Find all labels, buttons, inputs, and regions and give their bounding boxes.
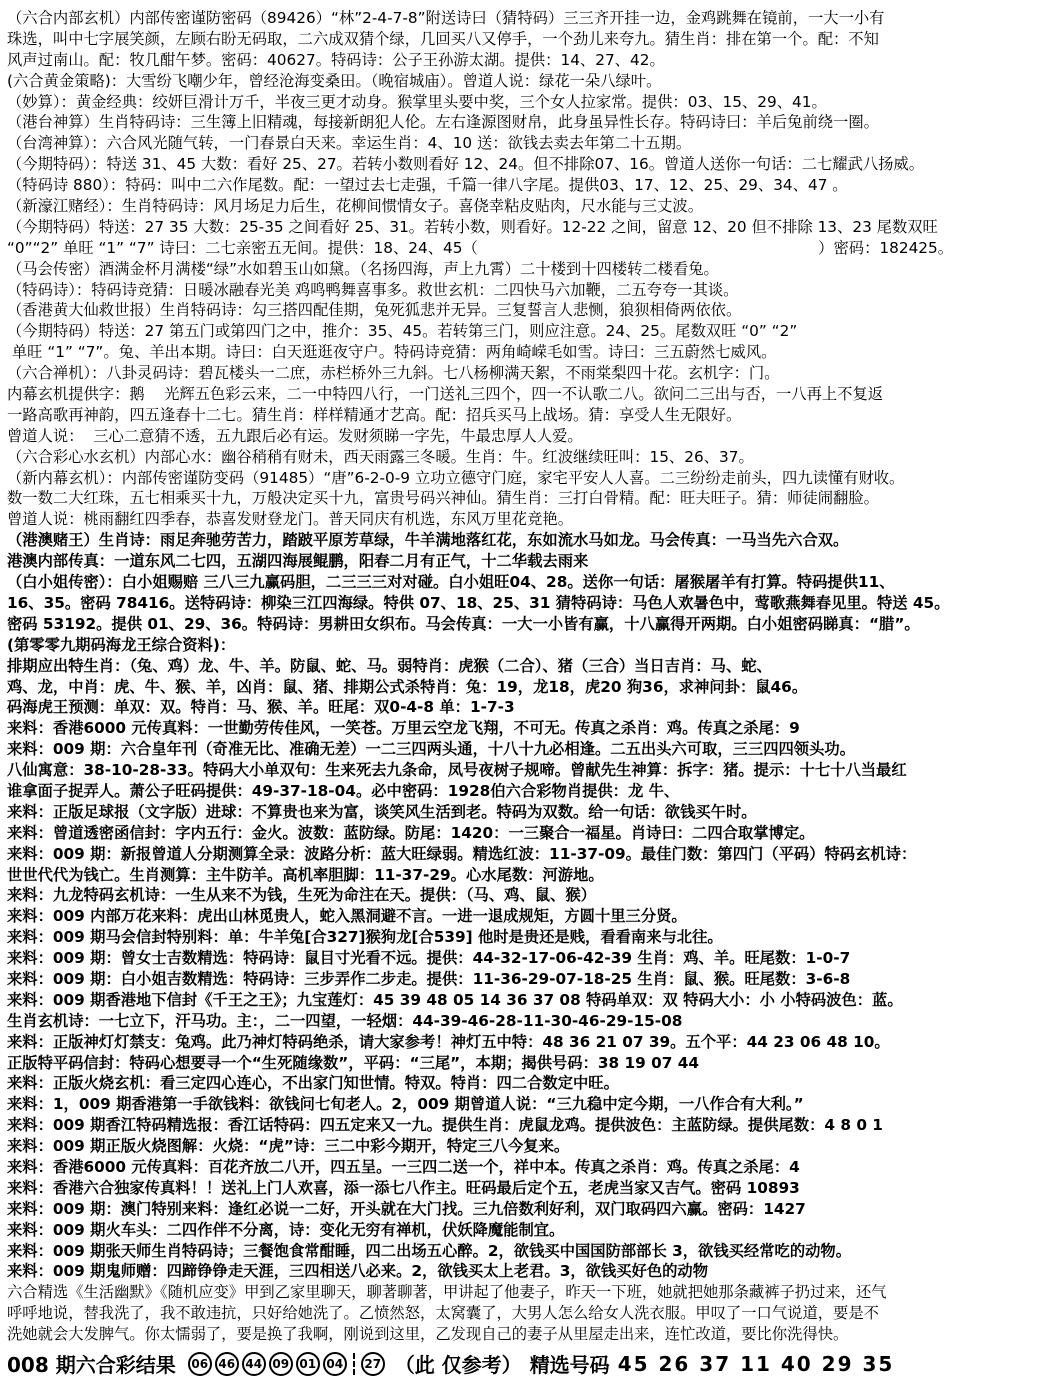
text-line: 16、35。密码 78416。送特码诗：柳染三江四海绿。特供 07、18、25、31 猜特码诗：马色人欢暑色中，莺歌燕舞春见里。特送 45。 bbox=[7, 593, 950, 612]
text-line: 来料：009 期正版火烧图解：火烧：“虎”诗：三二中彩今期开，特定三八今复来。 bbox=[7, 1137, 570, 1156]
text-line: 六合精选《生活幽默》《随机应变》甲到乙家里聊天，聊著聊著，甲讲起了他妻子，昨天一下班，她就把她那条藏裤子扔过来，还气 bbox=[7, 1283, 887, 1302]
text-line: （今期特码）特送：27 第五门或第四门之中，推介：35、45。若转第三门，则应注意。24、25。尾数双旺 “0” “2” bbox=[7, 322, 798, 341]
text-line: 来料：009 期香港地下信封《千王之王》；九宝莲灯：45 39 48 05 14 36 37 08 特码单双：双 特码大小：小 小特码波色：蓝。 bbox=[7, 990, 903, 1009]
text-line: 来料：九龙特码玄机诗：一生从来不为钱，生死为命注在天。提供：（马、鸡、鼠、猴） bbox=[7, 886, 596, 905]
text-line: （特码诗）：特码诗竞猜：日暖冰融春光美 鸡鸣鸭舞喜事多。救世玄机：二四快马六加鞭，二五夸夸一其谈。 bbox=[7, 280, 739, 299]
text-line: （港澳赌王）生肖诗：雨足奔驰劳苦力，踏跛平原芳草绿，牛羊满地落红花，东如流水马如龙。马会传真：一马当先六合双。 bbox=[7, 531, 849, 550]
text-line: （台湾神算）：六合风光随气转，一门春景白天来。幸运生肖：4、10 送：欲钱去卖去年第二十五期。 bbox=[7, 134, 692, 153]
picks-numbers: 45 26 37 11 40 29 35 bbox=[617, 1351, 895, 1376]
text-line: （六合禅机）：八卦灵码诗：碧瓦楼头一二庶，赤栏桥外三九斜。七八杨柳满天絮，不雨棠梨四十花。玄机字：门。 bbox=[7, 364, 780, 383]
text-line: 来料：009 期：澳门特别来料：逢红必说一二好，开头就在大门找。三九倍数利好利，双门取码四六赢。密码：1427 bbox=[7, 1199, 806, 1218]
text-line: 曾道人说：桃雨翻红四季春，恭喜发财登龙门。普天同庆有机选，东风万里花竞艳。 bbox=[7, 510, 573, 529]
text-line: 正版特平码信封：特码心想要寻一个“生死随缘数”，平码：“三尾”，本期；揭供号码：38 19 07 44 bbox=[7, 1053, 700, 1072]
text-line: 来料：009 期：白小姐吉数精选：特码诗：三步弄作二步走。提供：11-36-29-07-18-25 生肖：鼠、猴。旺尾数：3-6-8 bbox=[7, 969, 851, 988]
result-ball: 09 bbox=[269, 1352, 293, 1376]
text-line: （特码诗 880）：特码：叫中二六作尾数。配：一望过去七走强，千篇一律八字尾。提供03、17、12、25、29、34、47 。 bbox=[7, 176, 848, 195]
text-line: “0”“2” 单旺 “1” “7” 诗曰：二七亲密五无间。提供：18、24、45（ ）密码：182425。 bbox=[7, 238, 954, 257]
text-line: （六合彩心水玄机）内部心水：幽谷稍稍有财未，西天雨露三冬暖。生肖：牛。红波继续旺叫：15、26、37。 bbox=[7, 447, 754, 466]
text-line: 来料：曾道透密函信封：字内五行：金火。波数：蓝防绿。防尾：1420：一三聚合一福星。肖诗曰：二四合取掌博定。 bbox=[7, 823, 815, 842]
text-line: 来料：正版神灯灯禁支：兔鸡。此乃神灯特码绝杀，请大家参考！神灯五中特：48 36 21 07 39。五个平：44 23 06 48 10。 bbox=[7, 1032, 890, 1051]
text-line: 来料：正版火烧玄机：看三定四心连心，不出家门知世情。特双。特肖：四二合数定中旺。 bbox=[7, 1074, 619, 1093]
text-line: 呼呼地说，替我洗了，我不敢违抗，只好给她洗了。乙愤然怒，太窝囊了，大男人怎么给女人洗衣服。甲叹了一口气说道，要是不 bbox=[7, 1304, 879, 1323]
text-line: 来料：009 期：曾女士吉数精选：特码诗：鼠目寸光看不远。提供：44-32-17-06-42-39 生肖：鸡、羊。旺尾数：1-0-7 bbox=[7, 949, 851, 968]
text-line: 一路高歌再神韵，四五逢春十二七。猜生肖：样样精通才艺高。配：招兵买马上战场。猜：享受人生无限好。 bbox=[7, 405, 742, 424]
results-row bbox=[7, 1349, 1060, 1378]
text-line: （妙算）：黄金经典：绞妍巨滑计万千，半夜三更才动身。猴掌里头要中奖，三个女人拉家常。提供：03、15、29、41。 bbox=[7, 92, 827, 111]
text-line: 密码 53192。提供 01、29、36。特码诗：男耕田女织布。马会传真：一大一小皆有赢，十八赢得开两期。白小姐密码睇真：“腊”。 bbox=[7, 614, 920, 633]
special-ball-separator bbox=[353, 1353, 355, 1375]
text-line: 码海虎王预测：单双：双。特肖：马、猴、羊。旺尾：双0-4-8 单：1-7-3 bbox=[7, 698, 515, 717]
result-ball: 44 bbox=[242, 1352, 266, 1376]
text-lines bbox=[7, 8, 1060, 1345]
text-line: （今期特码）：特送 31、45 大数：看好 25、27。若转小数则看好 12、24。但不排除07、16。曾道人送你一句话：二七耀武八扬威。 bbox=[7, 155, 925, 174]
text-line: 来料：009 期：六合皇年刊（奇准无比、准确无差）一二三四两头通，十八十九必相逢。二五出头六可取，三三四四领头功。 bbox=[7, 740, 855, 759]
result-number-balls bbox=[188, 1352, 385, 1376]
text-line: 世世代代为钱亡。生肖测算：主牛防羊。高机率胆脚：11-37-29。心水尾数：河游地。 bbox=[7, 865, 604, 884]
text-line: 洗她就会大发脾气。你太懦弱了，要是换了我啊，刚说到这里，乙发现自己的妻子从里屋走出来，连忙改道，要比你洗得快。 bbox=[7, 1325, 849, 1344]
text-line: 来料：正版足球报（文字版）进球：不算贵也来为富，谈笑风生活到老。特码为双数。给一句话：欲钱买午时。 bbox=[7, 802, 757, 821]
text-line: （六合内部玄机）内部传密谨防密码（89426）“林”2-4-7-8”附送诗曰（猜特码）三三齐开挂一边，金鸡跳舞在镜前，一大一小有 bbox=[7, 9, 885, 27]
text-line: 来料：009 期香江特码精选报：香江话特码：四五定来又一九。提供生肖：虎鼠龙鸡。提供波色：主蓝防绿。提供尾数：4 8 0 1 bbox=[7, 1116, 883, 1135]
special-result-ball: 27 bbox=[361, 1352, 385, 1376]
text-line: 港澳内部传真：一道东风二七四，五湖四海展鲲鹏，阳春二月有正气，十二华载去雨来 bbox=[7, 552, 589, 571]
text-line: 来料：009 内部万花来料：虎出山林觅贵人，蛇入黑洞避不言。一进一退成规矩，方圆十里三分贤。 bbox=[7, 907, 687, 926]
text-line: 来料：009 期张天师生肖特码诗；三餐饱食常酣睡，四二出场五心醉。2，欲钱买中国国防部部长 3，欲钱买经常吃的动物。 bbox=[7, 1241, 852, 1260]
text-line: 珠选，叫中七字展笑颜，左顾右盼无码取，二六成双猜个绿，几回买八又停手，一个劲儿来夸九。猜生肖：排在第一个。配：不知 bbox=[7, 29, 879, 48]
text-line: （今期特码）特送：27 35 大数：25-35 之间看好 25、31。若转小数，则看好。12-22 之间，留意 12、20 但不排除 13、23 尾数双旺 bbox=[7, 217, 938, 236]
text-line: 来料：香港六合独家传真料！！送礼上门人欢喜，添一添七八作主。旺码最后定个五，老虎当家又吉气。密码 10893 bbox=[7, 1178, 800, 1197]
text-line: (第零零九期码海龙王综合资料)： bbox=[7, 635, 236, 654]
result-ball: 01 bbox=[296, 1352, 320, 1376]
text-line: 来料：009 期马会信封特别料：单：牛羊兔[合327]猴狗龙[合539] 他时是贵还是贱，看看南来与北往。 bbox=[7, 928, 723, 947]
result-ball: 46 bbox=[215, 1352, 239, 1376]
text-line: (六合黄金策略)：大雪纷飞嘲少年，曾经沧海变桑田。（晚宿城庙）。曾道人说：绿花一朵八绿叶。 bbox=[7, 71, 662, 90]
text-line: （香港黄大仙救世报）生肖特码诗：勾三搭四配佳期，兔死狐悲并无异。三复誓言人悲恻，狼狈相倚两依依。 bbox=[7, 301, 742, 320]
text-line: （新濠江赌经）：生肖特码诗：风月场足力后生，花柳间惯情女子。喜侥幸粘皮贴肉，尺水能与三丈波。 bbox=[7, 197, 704, 216]
text-line: 来料：009 期鬼师赠：四蹄铮铮走天涯，三四相送八必来。2，欲钱买太上老君。3，欲钱买好色的动物 bbox=[7, 1262, 709, 1281]
text-line: 来料：香港6000 元传真料：百花齐放二八开，四五呈。一三四二送一个，祥中本。传真之杀肖：鸡。传真之杀尾：4 bbox=[7, 1157, 800, 1176]
text-line: 内幕玄机提供字：鹅 光辉五色彩云来，二一中特四八行，一门送礼三四个，四一不认歌二八。欲问二三出与否，一八再上不复返 bbox=[7, 385, 884, 404]
result-ball: 06 bbox=[188, 1352, 212, 1376]
text-line: 鸡、龙，中肖：虎、牛、猴、羊，凶肖：鼠、猪、排期公式杀特肖：兔：19，龙18，虎20 狗36，求神问卦：鼠46。 bbox=[7, 677, 808, 696]
text-line: （港台神算）生肖特码诗：三生簿上旧精魂，每接新朗犯人伦。左右逢源图财帛，此身虽异性长存。特码诗曰：羊后兔前绕一圈。 bbox=[7, 113, 879, 132]
results-label: 008 期六合彩结果 bbox=[7, 1353, 176, 1377]
text-line: （新内幕玄机）：内部传密谨防变码（91485）“唐”6-2-0-9 立功立德守门庭，家宅平安人人喜。二三纷纷走前头，四九读懂有财收。 bbox=[7, 468, 905, 487]
text-line: 数一数二大红珠，五七相乘买十九，万般决定买十九，富贵号码兴神仙。猜生肖：三打白骨精。配：旺夫旺子。猜：师徒闹翻脸。 bbox=[7, 489, 879, 508]
text-line: （马会传密）酒满金杯月满楼“绿”水如碧玉山如黛。（名扬四海，声上九霄）二十楼到十四楼转二楼看兔。 bbox=[7, 259, 719, 278]
text-line: 八仙寓意：38-10-28-33。特码大小单双句：生来死去九条命，凤号夜树子规啼。曾献先生神算：拆字：猪。提示：十七十八当最红 bbox=[7, 761, 907, 780]
text-line: 来料：009 期：新报曾道人分期测算全录：波路分析：蓝大旺绿弱。精选红波：11-37-09。最佳门数：第四门（平码）特码玄机诗： bbox=[7, 844, 917, 863]
result-ball: 04 bbox=[323, 1352, 347, 1376]
text-line: 单旺 “1” “7”。兔、羊出本期。诗曰：白天逛逛夜守户。特码诗竞猜：两角崎嵘毛如雪。诗曰：三五蔚然七威风。 bbox=[7, 343, 777, 362]
text-line: （白小姐传密）：白小姐赐赔 三八三九赢码胆，二三三三对对碰。白小姐旺04、28。送你一句话：屠猴屠羊有打算。特码提供11、 bbox=[7, 573, 895, 592]
text-line: 来料：香港6000 元传真料：一世勤劳传佳风，一笑苍。万里云空龙飞翔，不可无。传真之杀肖：鸡。传真之杀尾：9 bbox=[7, 719, 800, 738]
text-line: 来料：1，009 期香港第一手欲钱料：欲钱问七旬老人。2，009 期曾道人说：“三九稳中定今期，一八作合有大利。” bbox=[7, 1095, 804, 1114]
picks-label: 精选号码 bbox=[529, 1353, 610, 1377]
text-line: 来料：009 期火车头：二四作伴不分离，诗：变化无穷有禅机，伏妖降魔能制宜。 bbox=[7, 1220, 565, 1239]
text-line: 生肖玄机诗：一七立下，汗马功。主：，二一四望，一轻烟：44-39-46-28-11-30-46-29-15-08 bbox=[7, 1011, 683, 1030]
text-line: 排期应出特生肖：（兔、鸡）龙、牛、羊。防鼠、蛇、马。弱特肖：虎猴（二合）、猪（三合）当日吉肖：马、蛇、 bbox=[7, 656, 772, 675]
text-line: 风声过南山。配：牧几酣午梦。密码：40627。特码诗：公子王孙游太湖。提供：14、27、42。 bbox=[7, 50, 665, 69]
text-line: 谁拿面子捉弄人。萧公子旺码提供：49-37-18-04。必中密码：1928伯六合彩物肖提供：龙 牛、 bbox=[7, 781, 680, 800]
text-line: 曾道人说： 三心二意猜不透，五九跟后必有运。发财须睇一字先，牛最忠厚人人爱。 bbox=[7, 426, 583, 445]
results-note: （此 仅参考） bbox=[394, 1353, 522, 1377]
